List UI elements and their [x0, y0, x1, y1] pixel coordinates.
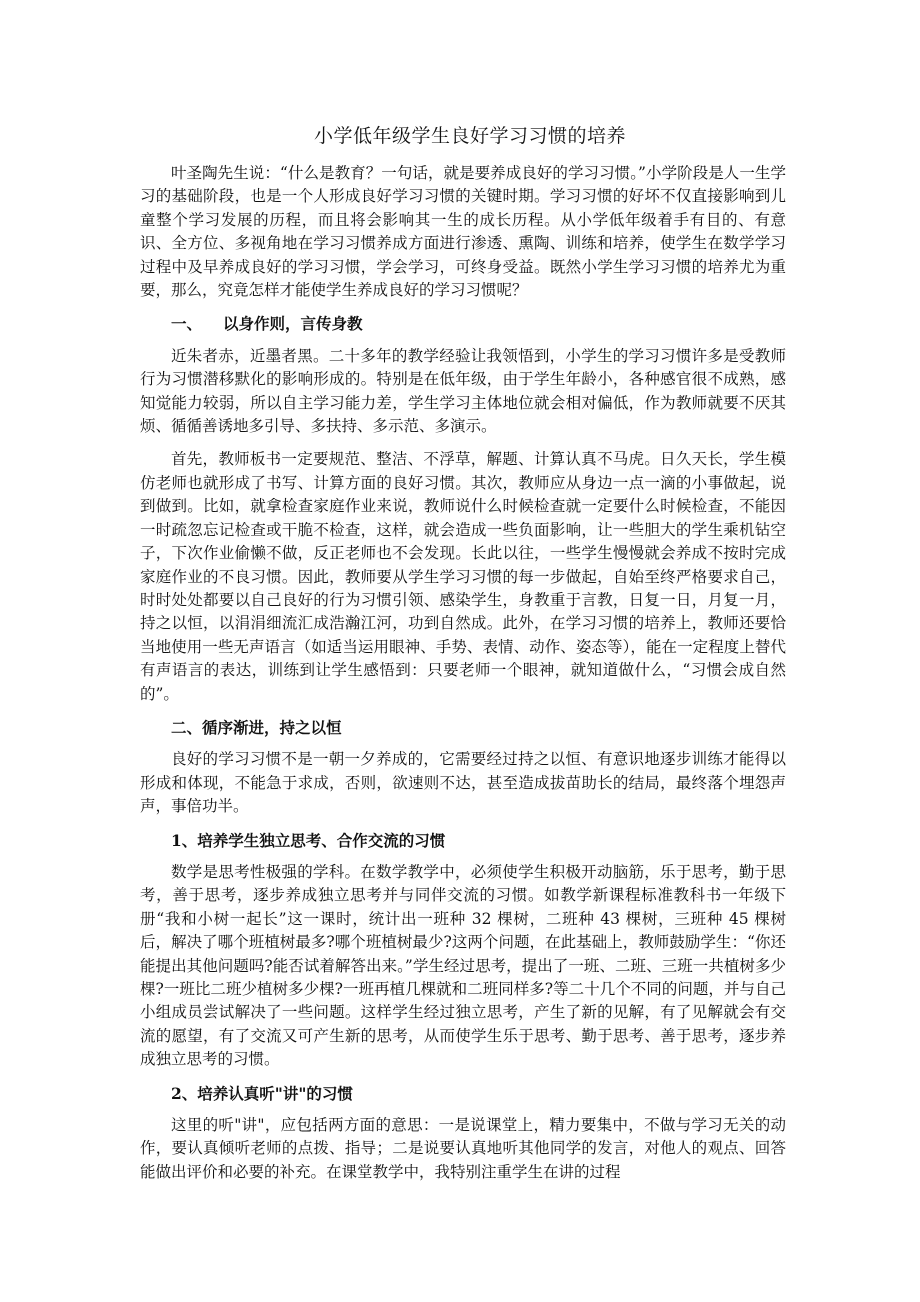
section-1-paragraph-2: 首先，教师板书一定要规范、整洁、不浮草，解题、计算认真不马虎。日久天长，学生模仿老师也就形成了书写、计算方面的良好习惯。其次，教师应从身边一点一滴的小事做起，说到做到。比如，就拿检查家庭作业来说，教师说什么时候检查就一定要什么时候检查，不能因一时疏忽忘记检查或干脆不检查，这样，就会造成一些负面影响，让一些胆大的学生乘机钻空子，下次作业偷懒不做，反正老师也不会发现。长此以往，一些学生慢慢就会养成不按时完成家庭作业的不良习惯。因此，教师要从学生学习习惯的每一步做起，自始至终严格要求自己，时时处处都要以自己良好的行为习惯引领、感染学生，身教重于言教，日复一日，月复一月，持之以恒，以涓涓细流汇成浩瀚江河，功到自然成。此外，在学习习惯的培养上，教师还要恰当地使用一些无声语言（如适当运用眼神、手势、表情、动作、姿态等），能在一定程度上替代有声语言的表达，训练到让学生感悟到：只要老师一个眼神，就知道做什么，“习惯会成自然的”。 [140, 450, 786, 703]
intro-paragraph: 叶圣陶先生说：“什么是教育？一句话，就是要养成良好的学习习惯。”小学阶段是人一生学习的基础阶段，也是一个人形成良好学习习惯的关键时期。学习习惯的好坏不仅直接影响到儿童整个学习发展的历程，而且将会影响其一生的成长历程。从小学低年级着手有目的、有意识、全方位、多视角地在学习习惯养成方面进行渗透、熏陶、训练和培养，使学生在数学学习过程中及早养成良好的学习习惯，学会学习，可终身受益。既然小学生学习习惯的培养尤为重要，那么，究竟怎样才能使学生养成良好的学习习惯呢？ [140, 164, 786, 300]
subsection-2-heading: 2、培养认真听"讲"的习惯 [171, 1083, 353, 1103]
section-2-heading: 二、循序渐进，持之以恒 [171, 717, 342, 737]
subsection-1-paragraph-1: 数学是思考性极强的学科。在数学教学中，必须使学生积极开动脑筋，乐于思考，勤于思考，善于思考，逐步养成独立思考并与同伴交流的习惯。如教学新课程标准教科书一年级下册“我和小树一起长”这一课时，统计出一班种 32 棵树，二班种 43 棵树，三班种 45 棵树后，解决了哪个班植树最多?哪个班植树最少?这两个问题，在此基础上，教师鼓励学生：“你还能提出其他问题吗?能否试着解答出来。”学生经过思考，提出了一班、二班、三班一共植树多少棵?一班比二班少植树多少棵?一班再植几棵就和二班同样多?等二十几个不同的问题，并与自己小组成员尝试解决了一些问题。这样学生经过独立思考，产生了新的见解，有了见解就会有交流的愿望，有了交流又可产生新的思考，从而使学生乐于思考、勤于思考、善于思考，逐步养成独立思考的习惯。 [140, 862, 786, 1069]
section-1-number: 一、 [171, 314, 203, 334]
section-1-heading [140, 312, 786, 335]
document-title: 小学低年级学生良好学习习惯的培养 [313, 125, 626, 147]
document-page [140, 122, 786, 1194]
subsection-1-heading: 1、培养学生独立思考、合作交流的习惯 [171, 830, 446, 850]
section-1-paragraph-1: 近朱者赤，近墨者黑。二十多年的教学经验让我领悟到，小学生的学习习惯许多是受教师行为习惯潜移默化的影响形成的。特别是在低年级，由于学生年龄小，各种感官很不成熟，感知觉能力较弱，所以自主学习能力差，学生学习主体地位就会相对偏低，作为教师就要不厌其烦、循循善诱地多引导、多扶持、多示范、多演示。 [140, 346, 786, 436]
section-1-heading-text: 以身作则，言传身教 [223, 314, 363, 334]
subsection-2-paragraph-1: 这里的听"讲"，应包括两方面的意思：一是说课堂上，精力要集中，不做与学习无关的动作，要认真倾听老师的点拨、指导；二是说要认真地听其他同学的发言，对他人的观点、回答能做出评价和必要的补充。在课堂教学中，我特别注重学生在讲的过程 [140, 1116, 786, 1181]
section-2-paragraph-1: 良好的学习习惯不是一朝一夕养成的，它需要经过持之以恒、有意识地逐步训练才能得以形成和体现，不能急于求成，否则，欲速则不达，甚至造成拔苗助长的结局，最终落个埋怨声声，事倍功半。 [140, 750, 786, 816]
